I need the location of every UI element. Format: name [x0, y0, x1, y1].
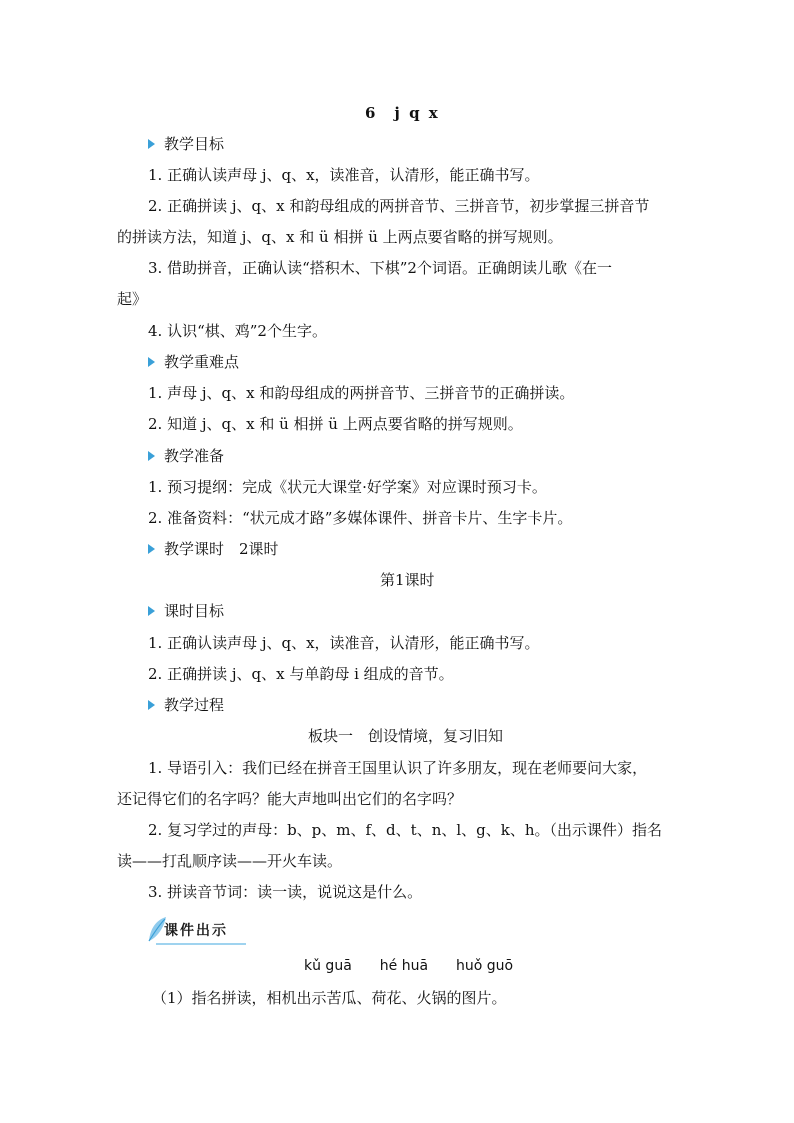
triangle-bullet-icon [148, 139, 155, 149]
triangle-bullet-icon [148, 357, 155, 367]
section-hours [148, 539, 279, 559]
key-2: 2. 知道 j、q、x 和 ü 相拼 ü 上两点要省略的拼写规则。 [148, 415, 523, 433]
section-goals-label: 教学目标 [164, 135, 225, 153]
section-process [148, 695, 224, 715]
section-goals [148, 134, 224, 154]
block-heading: 板块一 创设情境，复习旧知 [308, 727, 504, 745]
process-1b: 还记得它们的名字吗？能大声地叫出它们的名字吗？ [117, 790, 463, 808]
triangle-bullet-icon [148, 451, 155, 461]
pinyin-words: kǔ guā hé huā huǒ guō [304, 958, 514, 974]
badge-underline [156, 943, 246, 945]
process-2b: 读——打乱顺序读——开火车读。 [117, 852, 343, 870]
prep-2: 2. 准备资料：“状元成才路”多媒体课件、拼音卡片、生字卡片。 [148, 509, 573, 527]
step-1: （1）指名拼读，相机出示苦瓜、荷花、火锅的图片。 [152, 989, 507, 1007]
goal-3a: 3. 借助拼音，正确认读“搭积木、下棋”2个词语。正确朗读儿歌《在一 [148, 259, 612, 277]
section-lesson-goals [148, 601, 224, 621]
badge-label: 课件出示 [164, 923, 228, 939]
goal-3b: 起》 [117, 290, 148, 308]
triangle-bullet-icon [148, 544, 155, 554]
section-key [148, 352, 239, 372]
section-key-label: 教学重难点 [164, 353, 240, 371]
key-1: 1. 声母 j、q、x 和韵母组成的两拼音节、三拼音节的正确拼读。 [148, 384, 575, 402]
section-prep-label: 教学准备 [164, 447, 225, 465]
section-hours-label: 教学课时 2课时 [164, 540, 279, 558]
process-1a: 1. 导语引入：我们已经在拼音王国里认识了许多朋友，现在老师要问大家， [148, 759, 648, 777]
goal-2b: 的拼读方法，知道 j、q、x 和 ü 相拼 ü 上两点要省略的拼写规则。 [117, 228, 563, 246]
triangle-bullet-icon [148, 700, 155, 710]
courseware-badge [146, 913, 256, 947]
goal-1: 1. 正确认读声母 j、q、x，读准音，认清形，能正确书写。 [148, 166, 540, 184]
lesson-goal-2: 2. 正确拼读 j、q、x 与单韵母 i 组成的音节。 [148, 665, 454, 683]
process-2a: 2. 复习学过的声母：b、p、m、f、d、t、n、l、g、k、h。（出示课件）指名 [148, 821, 663, 839]
lesson-heading: 第1课时 [380, 571, 435, 589]
triangle-bullet-icon [148, 606, 155, 616]
goal-4: 4. 认识“棋、鸡”2个生字。 [148, 322, 327, 340]
prep-1: 1. 预习提纲：完成《状元大课堂·好学案》对应课时预习卡。 [148, 478, 547, 496]
section-prep [148, 446, 224, 466]
process-3: 3. 拼读音节词：读一读，说说这是什么。 [148, 883, 423, 901]
goal-2a: 2. 正确拼读 j、q、x 和韵母组成的两拼音节、三拼音节，初步掌握三拼音节 [148, 197, 650, 215]
lesson-title: 6 j q x [365, 104, 440, 122]
section-lesson-goals-label: 课时目标 [164, 602, 225, 620]
section-process-label: 教学过程 [164, 696, 225, 714]
lesson-goal-1: 1. 正确认读声母 j、q、x，读准音，认清形，能正确书写。 [148, 634, 540, 652]
